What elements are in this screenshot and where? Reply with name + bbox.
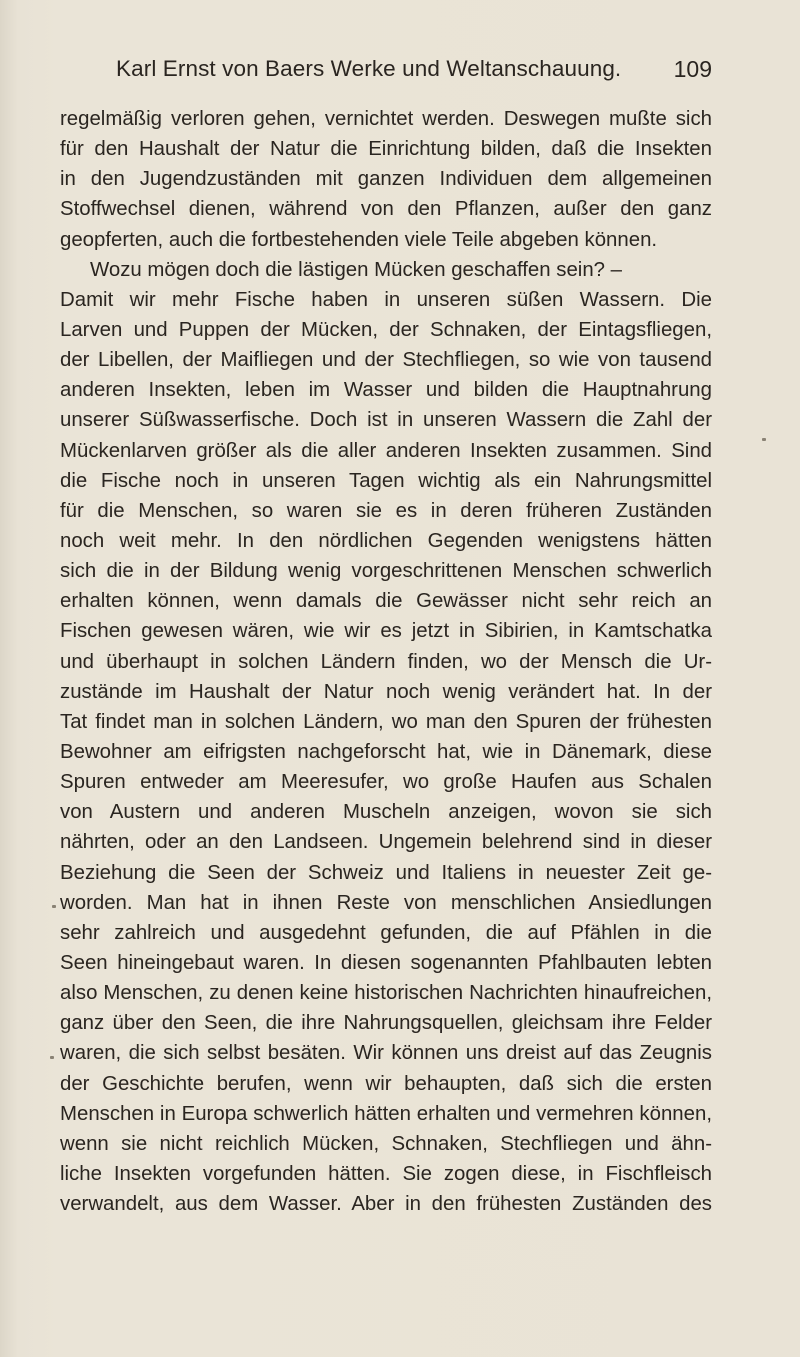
text-line: also Menschen, zu denen keine historischen Nachrichten hinaufreichen, (60, 982, 712, 1005)
text-line: worden. Man hat in ihnen Reste von menschlichen Ansiedlungen (60, 891, 712, 914)
text-line: Spuren entweder am Meeresufer, wo große Haufen aus Schalen (60, 771, 712, 794)
text-line: Wozu mögen doch die lästigen Mücken geschaffen sein? – (90, 258, 623, 281)
text-line: waren, die sich selbst besäten. Wir können uns dreist auf das Zeugnis (60, 1042, 712, 1065)
text-line: in den Jugendzuständen mit ganzen Individuen dem allgemeinen (60, 168, 712, 191)
margin-speck (762, 438, 766, 441)
text-line: anderen Insekten, leben im Wasser und bilden die Hauptnahrung (60, 379, 712, 402)
page-header (116, 56, 712, 92)
text-line: Mückenlarven größer als die aller anderen Insekten zusammen. Sind (60, 439, 712, 462)
text-line: die Fische noch in unseren Tagen wichtig als ein Nahrungsmittel (60, 469, 712, 492)
margin-speck (52, 905, 56, 908)
text-line: nährten, oder an den Landseen. Ungemein belehrend sind in dieser (60, 831, 712, 854)
text-line: Tat findet man in solchen Ländern, wo man den Spuren der frühesten (60, 710, 712, 733)
text-line: Larven und Puppen der Mücken, der Schnaken, der Eintagsfliegen, (60, 318, 712, 341)
text-line: regelmäßig verloren gehen, vernichtet werden. Deswegen mußte sich (60, 108, 712, 130)
text-line: Damit wir mehr Fische haben in unseren süßen Wassern. Die (60, 288, 712, 311)
text-line: für den Haushalt der Natur die Einrichtung bilden, daß die Insekten (60, 138, 712, 161)
text-line: verwandelt, aus dem Wasser. Aber in den frühesten Zuständen des (60, 1193, 712, 1216)
text-line: Beziehung die Seen der Schweiz und Italiens in neuester Zeit ge- (60, 861, 712, 884)
body-text (60, 104, 712, 1219)
text-line: erhalten können, wenn damals die Gewässer nicht sehr reich an (60, 590, 712, 613)
text-line: Menschen in Europa schwerlich hätten erhalten und vermehren können, (60, 1102, 712, 1125)
text-line: unserer Süßwasserfische. Doch ist in unseren Wassern die Zahl der (60, 409, 712, 432)
text-line: von Austern und anderen Muscheln anzeigen, wovon sie sich (60, 801, 712, 824)
text-line: der Libellen, der Maifliegen und der Stechfliegen, so wie von tausend (60, 349, 712, 372)
text-line: liche Insekten vorgefunden hätten. Sie zogen diese, in Fischfleisch (60, 1162, 712, 1185)
margin-speck (50, 1056, 54, 1059)
text-line: Stoffwechsel dienen, während von den Pflanzen, außer den ganz (60, 198, 712, 221)
text-line: und überhaupt in solchen Ländern finden, wo der Mensch die Ur- (60, 650, 712, 673)
text-line: Bewohner am eifrigsten nachgeforscht hat, wie in Dänemark, diese (60, 740, 712, 763)
text-line: zustände im Haushalt der Natur noch wenig verändert hat. In der (60, 680, 712, 703)
text-line: noch weit mehr. In den nördlichen Gegenden wenigstens hätten (60, 529, 712, 552)
running-head: Karl Ernst von Baers Werke und Weltanschauung. (116, 56, 622, 81)
text-line: der Geschichte berufen, wenn wir behaupten, daß sich die ersten (60, 1072, 712, 1095)
page-number: 109 (673, 56, 712, 82)
text-line: sehr zahlreich und ausgedehnt gefunden, die auf Pfählen in die (60, 921, 712, 944)
text-line: sich die in der Bildung wenig vorgeschrittenen Menschen schwerlich (60, 560, 712, 583)
text-line: wenn sie nicht reichlich Mücken, Schnaken, Stechfliegen und ähn- (60, 1132, 712, 1155)
text-line: ganz über den Seen, die ihre Nahrungsquellen, gleichsam ihre Felder (60, 1012, 712, 1035)
text-line: Seen hineingebaut waren. In diesen sogenannten Pfahlbauten lebten (60, 951, 712, 974)
text-line: geopferten, auch die fortbestehenden viele Teile abgeben können. (60, 228, 658, 251)
text-line: für die Menschen, so waren sie es in deren früheren Zuständen (60, 499, 712, 522)
text-line: Fischen gewesen wären, wie wir es jetzt in Sibirien, in Kamtschatka (60, 620, 712, 643)
